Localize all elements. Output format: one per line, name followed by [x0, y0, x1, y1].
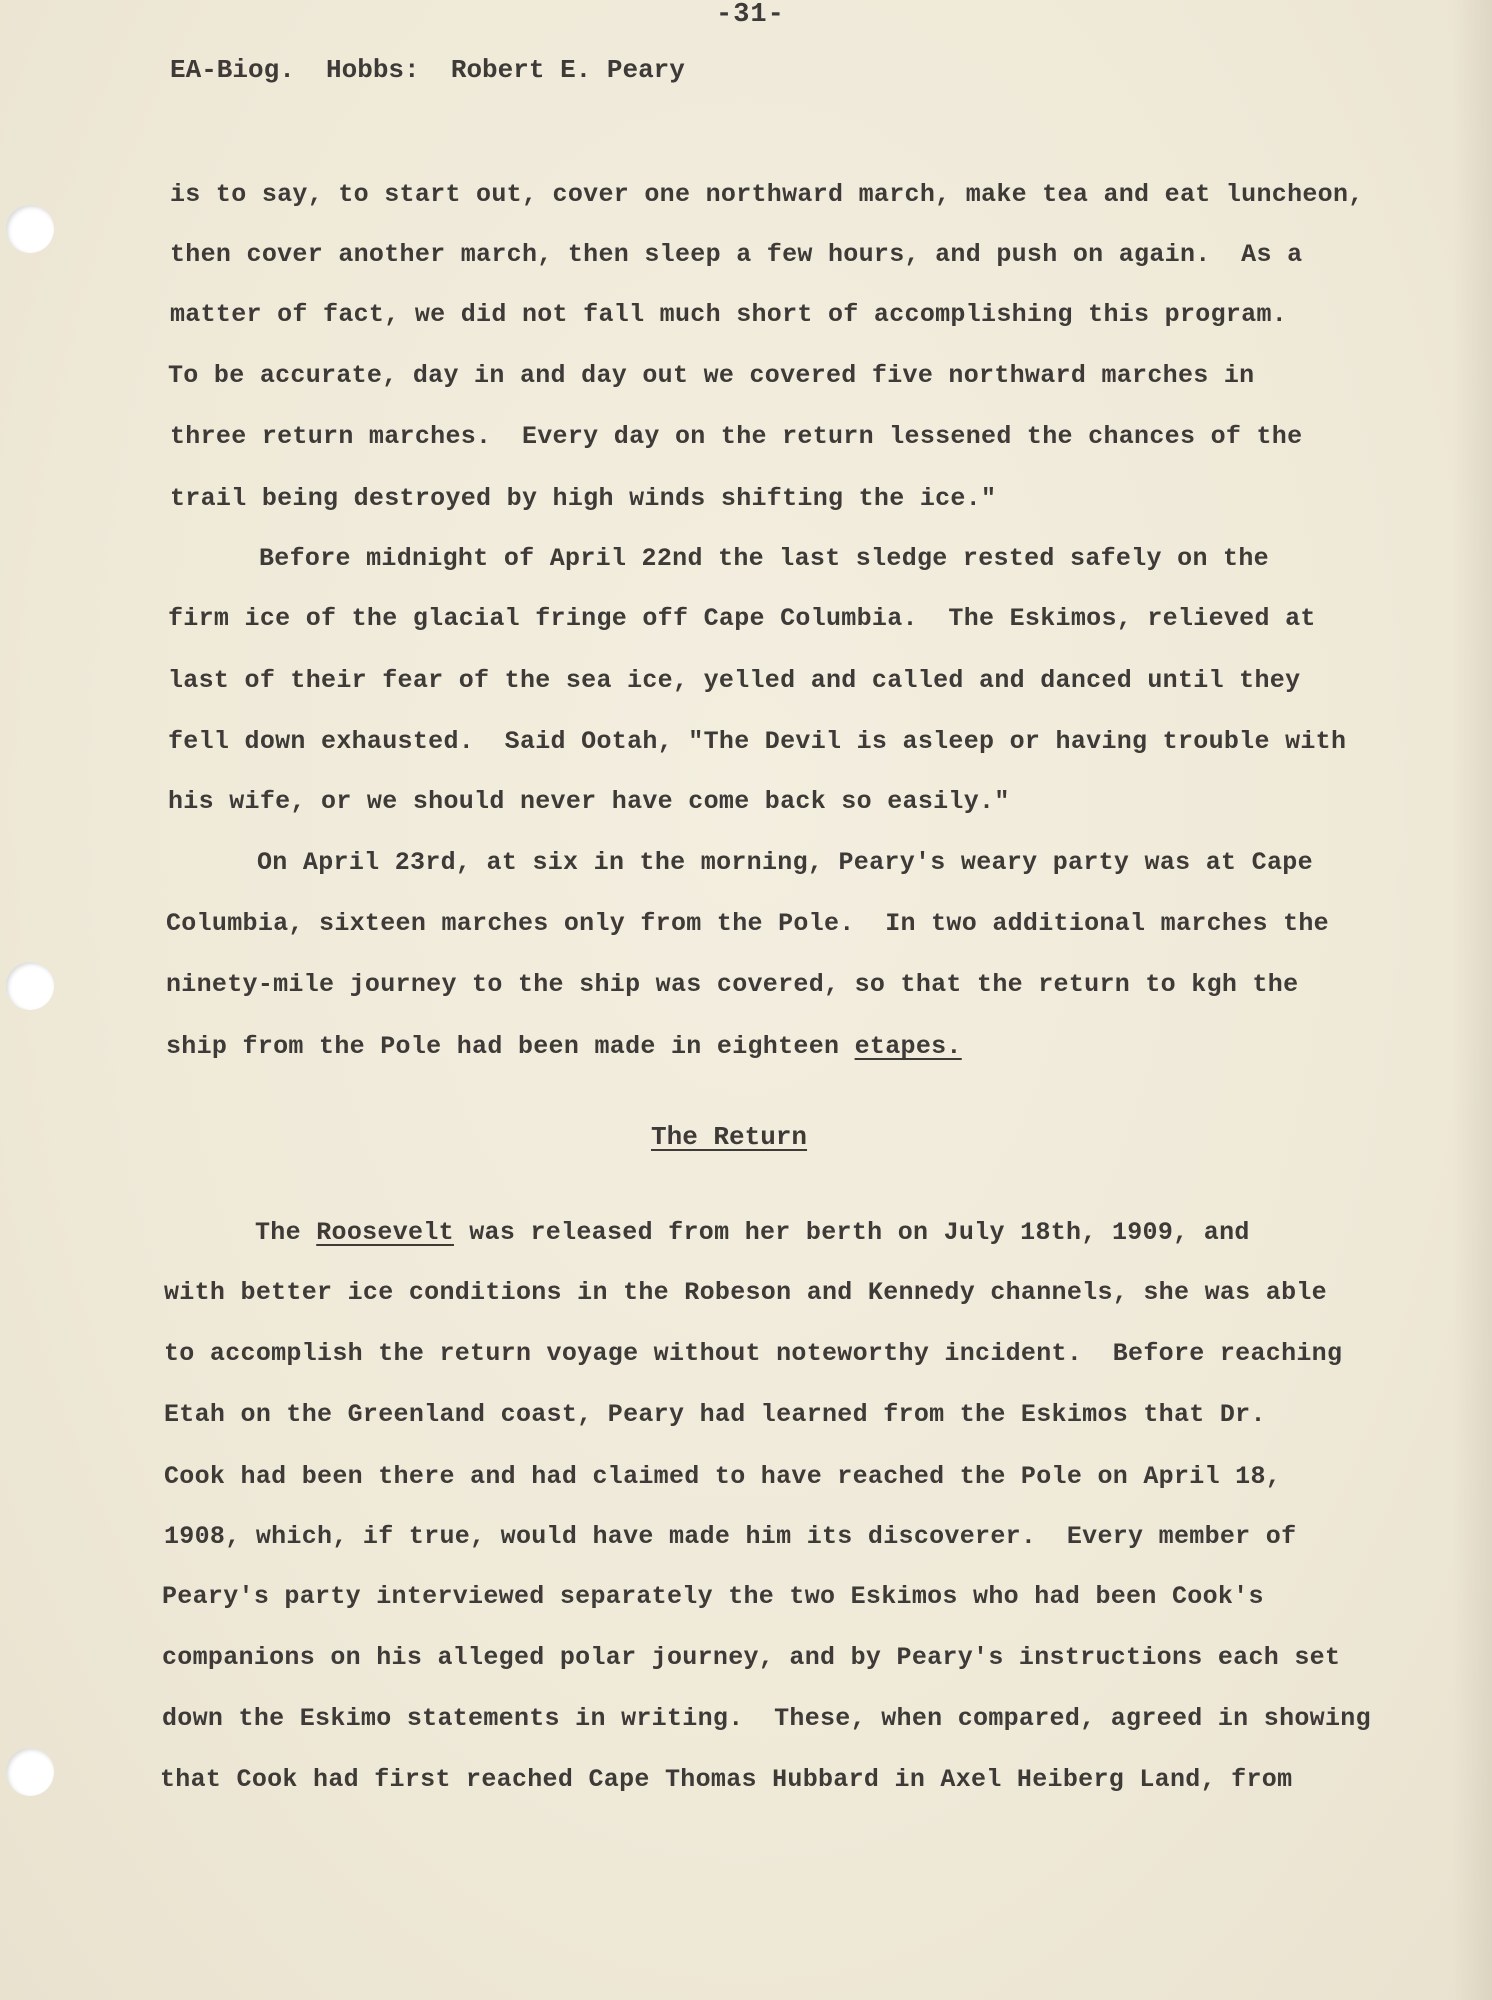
text-line: down the Eskimo statements in writing. These, when compared, agreed in showing — [162, 1704, 1371, 1733]
text-line: three return marches. Every day on the return lessened the chances of the — [170, 422, 1303, 451]
punch-hole — [6, 205, 54, 253]
text-line: is to say, to start out, cover one northward march, make tea and eat luncheon, — [170, 180, 1364, 209]
text-line: ninety-mile journey to the ship was covered, so that the return to kgh the — [166, 970, 1299, 999]
text-line: firm ice of the glacial fringe off Cape Columbia. The Eskimos, relieved at — [168, 604, 1316, 633]
text-line: then cover another march, then sleep a few hours, and push on again. As a — [170, 240, 1303, 269]
page-number: -31- — [716, 0, 785, 30]
text-line: fell down exhausted. Said Ootah, "The Devil is asleep or having trouble with — [168, 727, 1347, 756]
text-line: On April 23rd, at six in the morning, Peary's weary party was at Cape — [257, 848, 1313, 877]
text-line: that Cook had first reached Cape Thomas Hubbard in Axel Heiberg Land, from — [160, 1765, 1293, 1794]
text-line — [255, 1218, 1250, 1247]
text-line: last of their fear of the sea ice, yelled and called and danced until they — [168, 666, 1301, 695]
text-line: trail being destroyed by high winds shifting the ice." — [170, 484, 997, 513]
ship-name: Roosevelt — [316, 1218, 454, 1247]
punch-hole — [6, 962, 54, 1010]
text-fragment: The — [255, 1218, 317, 1247]
page-edge-shadow — [1452, 0, 1492, 2000]
text-line: to accomplish the return voyage without noteworthy incident. Before reaching — [164, 1339, 1343, 1368]
text-line: Before midnight of April 22nd the last sledge rested safely on the — [259, 544, 1269, 573]
text-fragment: was released from her berth on July 18th, 1909, and — [453, 1218, 1250, 1247]
text-line: 1908, which, if true, would have made him its discoverer. Every member of — [164, 1522, 1297, 1551]
text-line: Peary's party interviewed separately the two Eskimos who had been Cook's — [162, 1582, 1264, 1611]
underlined-word: etapes. — [854, 1032, 962, 1061]
punch-hole — [6, 1748, 54, 1796]
text-line: companions on his alleged polar journey, and by Peary's instructions each set — [162, 1643, 1341, 1672]
text-line: Columbia, sixteen marches only from the Pole. In two additional marches the — [166, 909, 1329, 938]
text-line: Cook had been there and had claimed to have reached the Pole on April 18, — [164, 1462, 1282, 1491]
text-fragment: ship from the Pole had been made in eighteen — [166, 1032, 855, 1061]
text-line: To be accurate, day in and day out we covered five northward marches in — [168, 361, 1255, 390]
text-line — [166, 1032, 962, 1061]
text-line: Etah on the Greenland coast, Peary had learned from the Eskimos that Dr. — [164, 1400, 1266, 1429]
text-line: his wife, or we should never have come back so easily." — [168, 787, 1010, 816]
section-title: The Return — [651, 1122, 808, 1152]
text-line: matter of fact, we did not fall much short of accomplishing this program. — [170, 300, 1288, 329]
document-header: EA-Biog. Hobbs: Robert E. Peary — [170, 55, 685, 85]
text-line: with better ice conditions in the Robeson and Kennedy channels, she was able — [164, 1278, 1327, 1307]
